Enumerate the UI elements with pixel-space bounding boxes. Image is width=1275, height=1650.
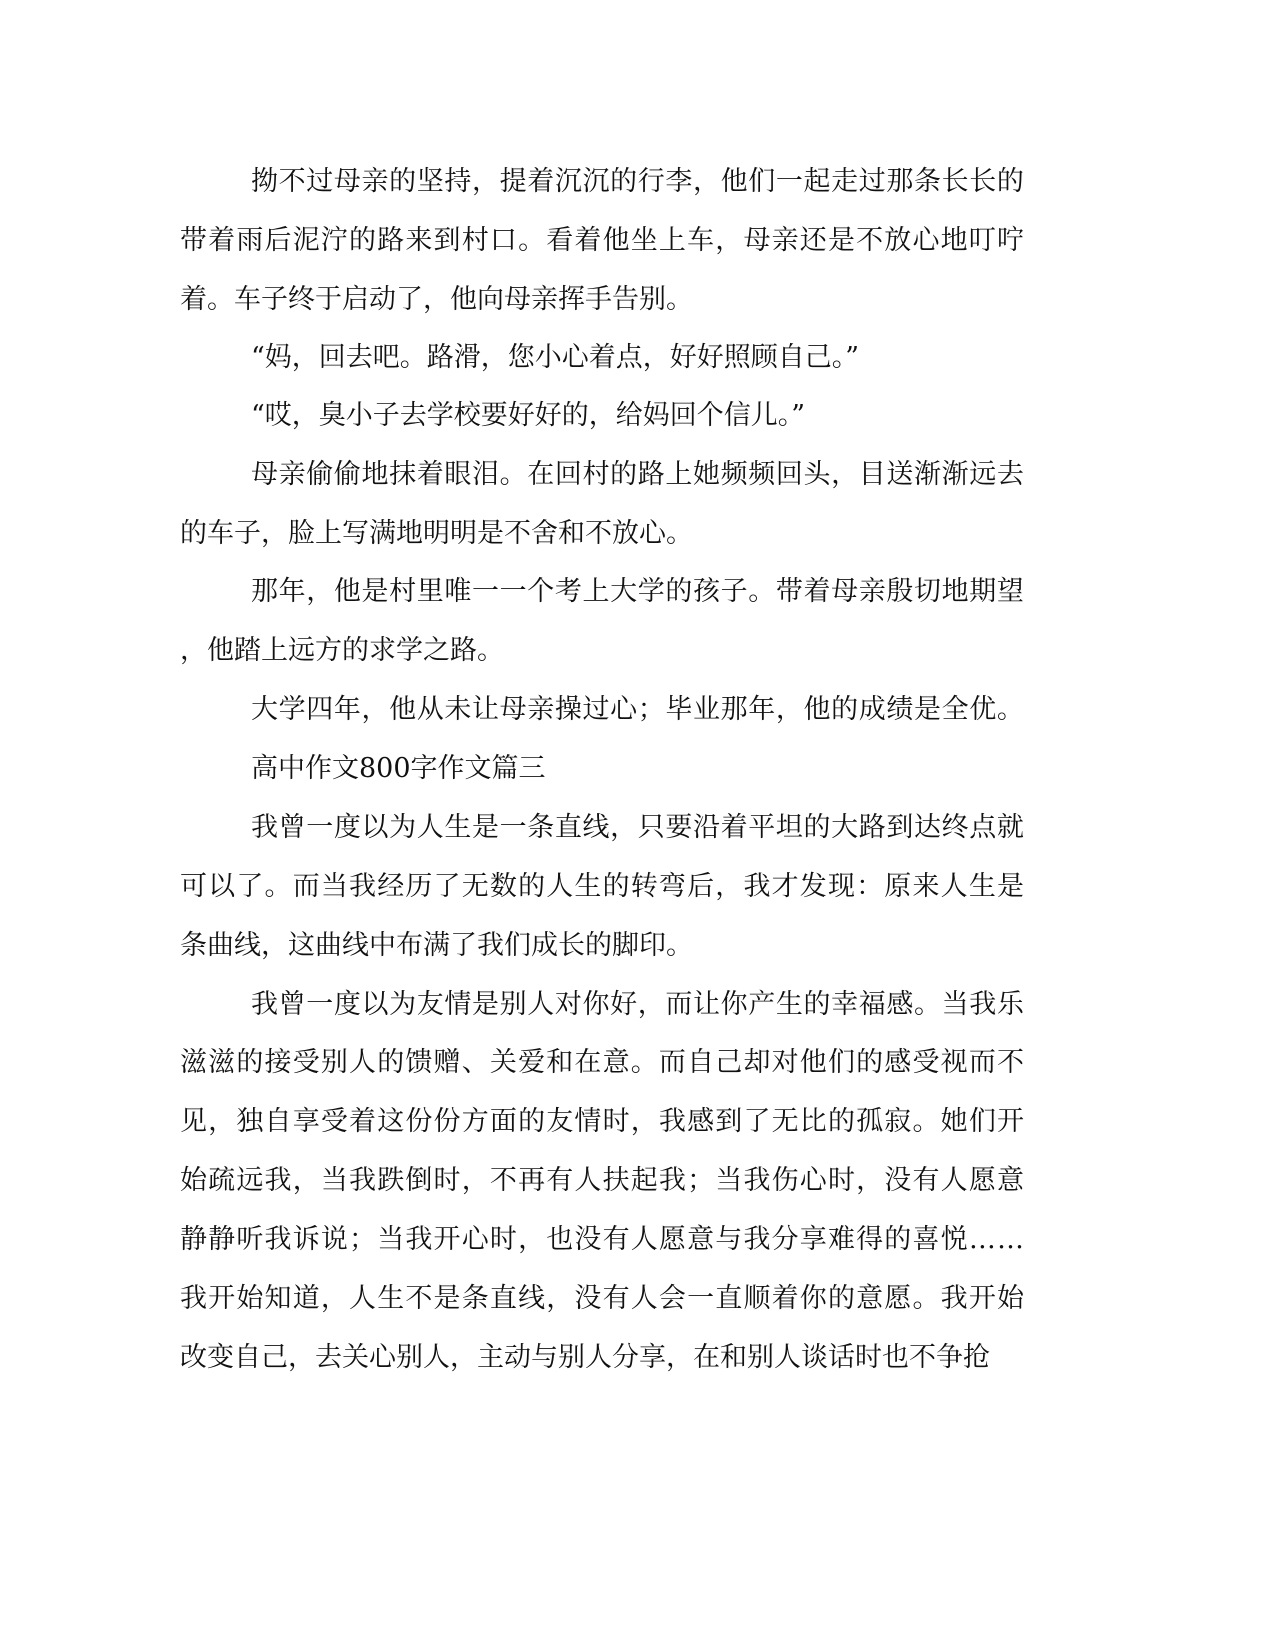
paragraph-first-line: “妈，回去吧。路滑，您小心着点，好好照顾自己。” <box>251 342 860 373</box>
paragraph-first-line: 那 年 ， 他 是 村 里 唯 一 一 个 考 上 大 学 的 孩 子 。 带 着 母 亲 殷 切 地 期 望 <box>251 576 1024 607</box>
paragraph-line: 可 以 了 。 而 当 我 经 历 了 无 数 的 人 生 的 转 弯 后 ， 我 才 发 现 ： 原 来 人 生 是 <box>180 871 1024 902</box>
paragraph-line: 着。车子终于启动了，他向母亲挥手告别。 <box>180 284 693 315</box>
paragraph-line: 见 ， 独 自 享 受 着 这 份 份 方 面 的 友 情 时 ， 我 感 到 了 无 比 的 孤 寂 。 她 们 开 <box>180 1106 1024 1137</box>
paragraph-first-line: 母 亲 偷 偷 地 抹 着 眼 泪 。 在 回 村 的 路 上 她 频 频 回 头 ， 目 送 渐 渐 远 去 <box>251 459 1024 490</box>
paragraph-line: 带 着 雨 后 泥 泞 的 路 来 到 村 口 。 看 着 他 坐 上 车 ， 母 亲 还 是 不 放 心 地 叮 咛 <box>180 225 1024 256</box>
paragraph-first-line: 我 曾 一 度 以 为 友 情 是 别 人 对 你 好 ， 而 让 你 产 生 的 幸 福 感 。 当 我 乐 <box>251 989 1024 1020</box>
paragraph-line: 始 疏 远 我 ， 当 我 跌 倒 时 ， 不 再 有 人 扶 起 我 ； 当 我 伤 心 时 ， 没 有 人 愿 意 <box>180 1165 1024 1196</box>
paragraph-line: 滋 滋 的 接 受 别 人 的 馈 赠 、 关 爱 和 在 意 。 而 自 己 却 对 他 们 的 感 受 视 而 不 <box>180 1047 1024 1078</box>
paragraph-first-line: “哎，臭小子去学校要好好的，给妈回个信儿。” <box>251 400 806 431</box>
paragraph-first-line: 大 学 四 年 ， 他 从 未 让 母 亲 操 过 心 ； 毕 业 那 年 ， 他 的 成 绩 是 全 优 。 <box>251 694 1024 725</box>
paragraph-first-line: 我 曾 一 度 以 为 人 生 是 一 条 直 线 ， 只 要 沿 着 平 坦 的 大 路 到 达 终 点 就 <box>251 812 1024 843</box>
paragraph-line: 条曲线，这曲线中布满了我们成长的脚印。 <box>180 930 693 961</box>
paragraph-first-line: 拗 不 过 母 亲 的 坚 持 ， 提 着 沉 沉 的 行 李 ， 他 们 一 起 走 过 那 条 长 长 的 <box>251 166 1024 197</box>
paragraph-first-line: 高中作文800字作文篇三 <box>251 753 546 784</box>
paragraph-line: 我 开 始 知 道 ， 人 生 不 是 条 直 线 ， 没 有 人 会 一 直 顺 着 你 的 意 愿 。 我 开 始 <box>180 1283 1024 1314</box>
paragraph-line: 静 静 听 我 诉 说 ； 当 我 开 心 时 ， 也 没 有 人 愿 意 与 我 分 享 难 得 的 喜 悦 … … <box>180 1224 1024 1255</box>
paragraph-line: 改变自己，去关心别人，主动与别人分享，在和别人谈话时也不争抢 <box>180 1342 990 1373</box>
paragraph-line: 的车子，脸上写满地明明是不舍和不放心。 <box>180 518 693 549</box>
paragraph-line: ，他踏上远方的求学之路。 <box>180 635 504 666</box>
